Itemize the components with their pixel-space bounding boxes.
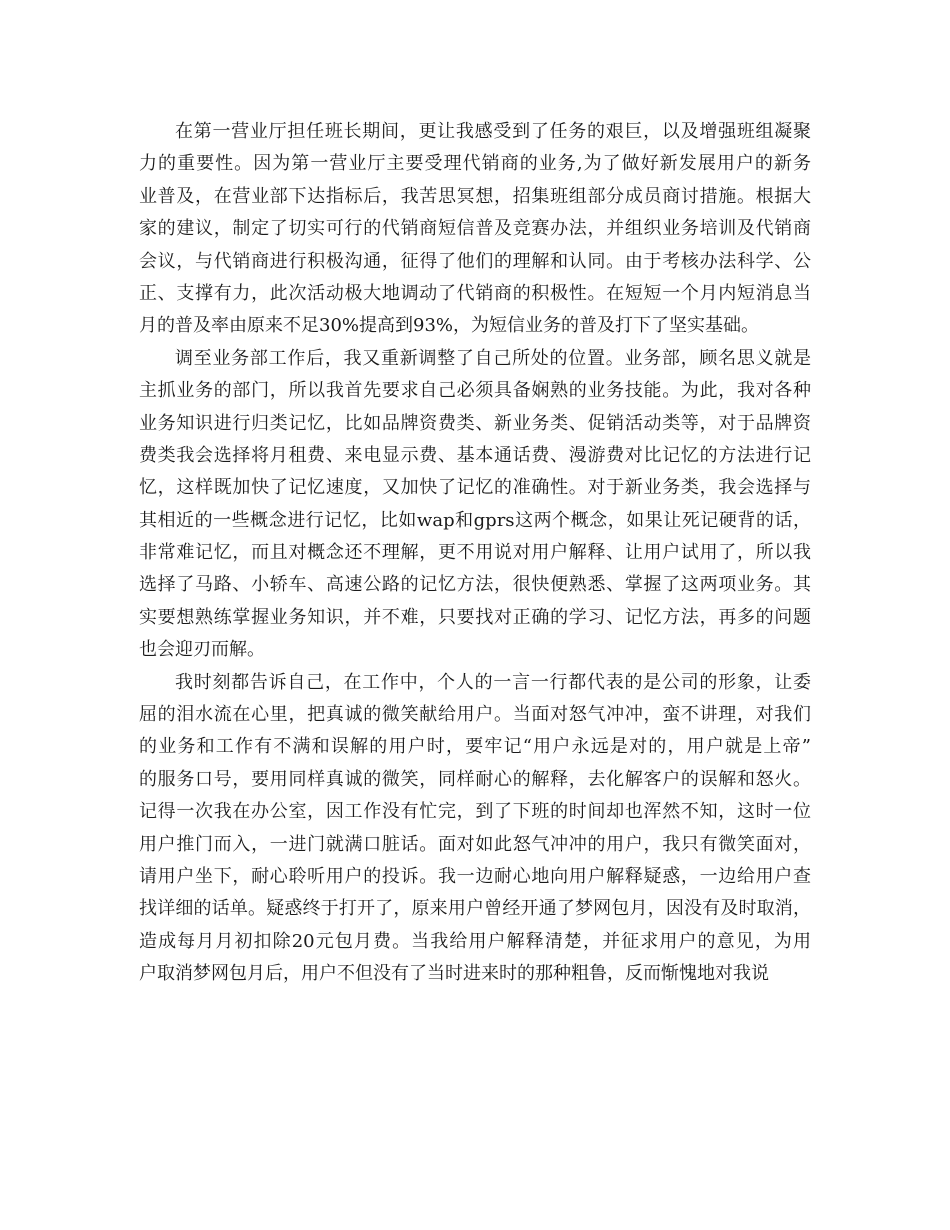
text-line: 正、支撑有力，此次活动极大地调动了代销商的积极性。在短短一个月内短消息当: [139, 282, 811, 304]
text-line: 的业务和工作有不满和误解的用户时，要牢记“用户永远是对的，用户就是上帝”: [139, 736, 811, 758]
text-line: 记得一次我在办公室，因工作没有忙完，到了下班的时间却也浑然不知，这时一位: [139, 801, 811, 823]
text-line: 选择了马路、小轿车、高速公路的记忆方法，很快便熟悉、掌握了这两项业务。其: [139, 574, 811, 596]
text-line: 月的普及率由原来不足30%提高到93%，为短信业务的普及打下了坚实基础。: [139, 315, 760, 337]
text-line: 业普及，在营业部下达指标后，我苦思冥想，招集班组部分成员商讨措施。根据大: [139, 185, 811, 207]
text-line: 找详细的话单。疑惑终于打开了，原来用户曾经开通了梦网包月，因没有及时取消，: [139, 898, 811, 920]
text-line: 实要想熟练掌握业务知识，并不难，只要找对正确的学习、记忆方法，再多的问题: [139, 606, 811, 628]
text-line: 造成每月月初扣除20元包月费。当我给用户解释清楚，并征求用户的意见，为用: [139, 930, 811, 952]
text-line: 也会迎刃而解。: [139, 639, 265, 661]
text-line: 其相近的一些概念进行记忆，比如wap和gprs这两个概念，如果让死记硬背的话，: [139, 509, 811, 531]
text-line: 费类我会选择将月租费、来电显示费、基本通话费、漫游费对比记忆的方法进行记: [139, 444, 811, 466]
text-line: 在第一营业厅担任班长期间，更让我感受到了任务的艰巨，以及增强班组凝聚: [175, 121, 811, 142]
paragraph-1: [139, 116, 811, 343]
paragraph-2: [139, 343, 811, 667]
text-line: 非常难记忆，而且对概念还不理解，更不用说对用户解释、让用户试用了，所以我: [139, 542, 811, 564]
text-line: 力的重要性。因为第一营业厅主要受理代销商的业务,为了做好新发展用户的新务: [139, 153, 811, 175]
document-body: [139, 116, 811, 991]
text-line: 屈的泪水流在心里，把真诚的微笑献给用户。当面对怒气冲冲，蛮不讲理，对我们: [139, 704, 811, 726]
text-line: 业务知识进行归类记忆，比如品牌资费类、新业务类、促销活动类等，对于品牌资: [139, 412, 811, 434]
text-line: 请用户坐下，耐心聆听用户的投诉。我一边耐心地向用户解释疑惑，一边给用户查: [139, 865, 811, 887]
text-line: 主抓业务的部门，所以我首先要求自己必须具备娴熟的业务技能。为此，我对各种: [139, 380, 811, 402]
paragraph-3: [139, 667, 811, 991]
text-line: 忆，这样既加快了记忆速度，又加快了记忆的准确性。对于新业务类，我会选择与: [139, 477, 811, 499]
text-line: 我时刻都告诉自己，在工作中，个人的一言一行都代表的是公司的形象，让委: [175, 671, 811, 693]
text-line: 家的建议，制定了切实可行的代销商短信普及竞赛办法，并组织业务培训及代销商: [139, 218, 811, 240]
text-line: 用户推门而入，一进门就满口脏话。面对如此怒气冲冲的用户，我只有微笑面对，: [139, 833, 811, 855]
text-line: 户取消梦网包月后，用户不但没有了当时进来时的那种粗鲁，反而惭愧地对我说: [139, 963, 769, 985]
text-line: 的服务口号，要用同样真诚的微笑，同样耐心的解释，去化解客户的误解和怒火。: [139, 768, 811, 790]
text-line: 会议，与代销商进行积极沟通，征得了他们的理解和认同。由于考核办法科学、公: [139, 250, 811, 272]
text-line: 调至业务部工作后，我又重新调整了自己所处的位置。业务部，顾名思义就是: [175, 347, 811, 369]
